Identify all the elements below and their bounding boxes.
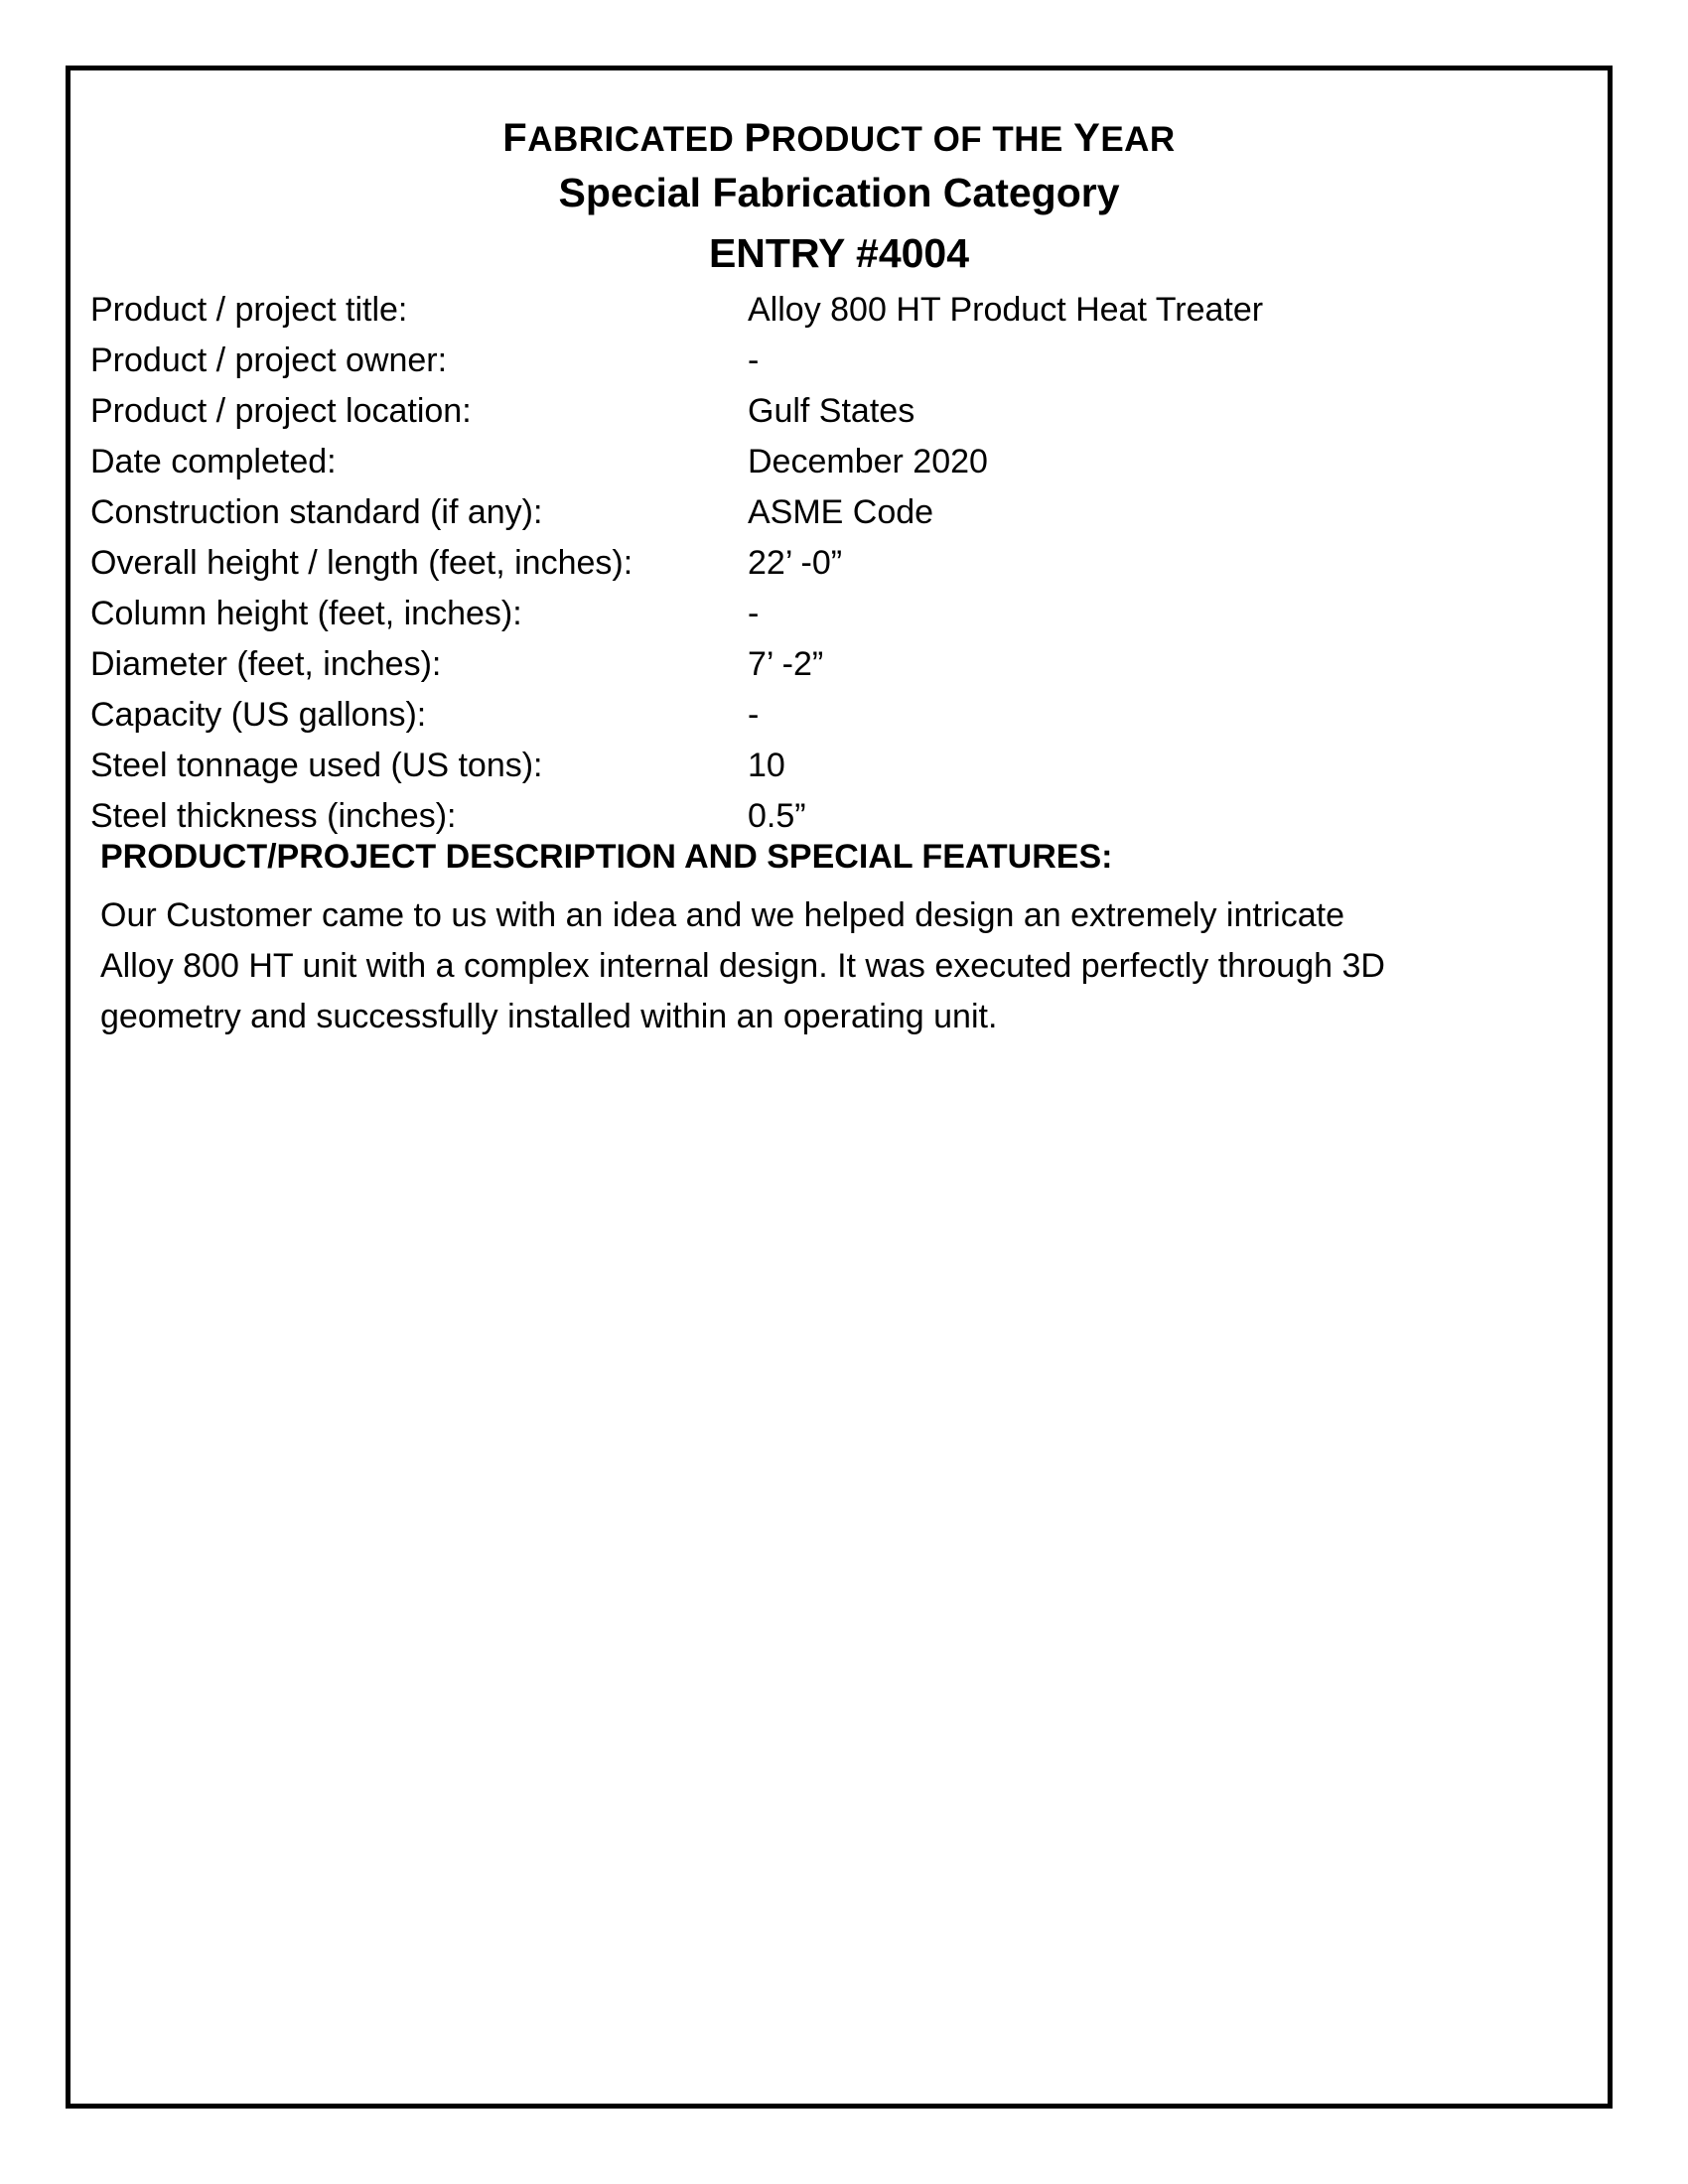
entry-number: ENTRY #4004 bbox=[708, 230, 970, 276]
category-heading: Special Fabrication Category bbox=[558, 170, 1120, 215]
field-value: - bbox=[748, 341, 760, 379]
field-label: Overall height / length (feet, inches): bbox=[90, 544, 633, 582]
field-label: Product / project title: bbox=[90, 291, 408, 329]
title-cap-2: P bbox=[744, 116, 772, 160]
field-value: 7’ -2” bbox=[748, 645, 824, 683]
title-cap-1: F bbox=[502, 116, 528, 160]
field-label: Steel tonnage used (US tons): bbox=[90, 747, 543, 784]
field-label: Construction standard (if any): bbox=[90, 493, 543, 531]
field-list bbox=[90, 285, 1560, 842]
field-value: Gulf States bbox=[748, 392, 915, 430]
field-label: Date completed: bbox=[90, 443, 337, 480]
field-row-column-height bbox=[90, 589, 1560, 639]
description-line: Our Customer came to us with an idea and we helped design an extremely intricate bbox=[100, 896, 1344, 934]
field-label: Column height (feet, inches): bbox=[90, 595, 522, 632]
field-row-date bbox=[90, 437, 1560, 487]
field-value: ASME Code bbox=[748, 493, 934, 531]
description-line: geometry and successfully installed within an operating unit. bbox=[100, 998, 998, 1035]
field-value: 10 bbox=[748, 747, 785, 784]
field-row-location bbox=[90, 386, 1560, 437]
field-value: 22’ -0” bbox=[748, 544, 843, 582]
field-row-title bbox=[90, 285, 1560, 336]
title-rest-2: RODUCT OF THE bbox=[771, 120, 1074, 159]
field-label: Product / project owner: bbox=[90, 341, 448, 379]
field-label: Diameter (feet, inches): bbox=[90, 645, 442, 683]
title-cap-3: Y bbox=[1073, 116, 1101, 160]
field-value: Alloy 800 HT Product Heat Treater bbox=[748, 291, 1264, 329]
description-heading: PRODUCT/PROJECT DESCRIPTION AND SPECIAL FEATURES: bbox=[100, 838, 1113, 876]
page-border bbox=[66, 66, 1613, 2109]
title-rest-1: ABRICATED bbox=[527, 120, 745, 159]
field-label: Steel thickness (inches): bbox=[90, 797, 457, 835]
field-row-capacity bbox=[90, 690, 1560, 741]
field-value: December 2020 bbox=[748, 443, 988, 480]
title-rest-3: EAR bbox=[1100, 120, 1176, 159]
field-value: - bbox=[748, 696, 760, 734]
field-row-overall-height bbox=[90, 538, 1560, 589]
description-body bbox=[100, 890, 1580, 1042]
description-line: Alloy 800 HT unit with a complex internal design. It was executed perfectly through 3D bbox=[100, 947, 1385, 985]
field-row-tonnage bbox=[90, 741, 1560, 791]
field-label: Product / project location: bbox=[90, 392, 472, 430]
field-value: 0.5” bbox=[748, 797, 806, 835]
field-value: - bbox=[748, 595, 760, 632]
field-row-diameter bbox=[90, 639, 1560, 690]
field-row-thickness bbox=[90, 791, 1560, 842]
field-label: Capacity (US gallons): bbox=[90, 696, 427, 734]
field-row-standard bbox=[90, 487, 1560, 538]
field-row-owner bbox=[90, 336, 1560, 386]
page-title bbox=[70, 116, 1608, 161]
